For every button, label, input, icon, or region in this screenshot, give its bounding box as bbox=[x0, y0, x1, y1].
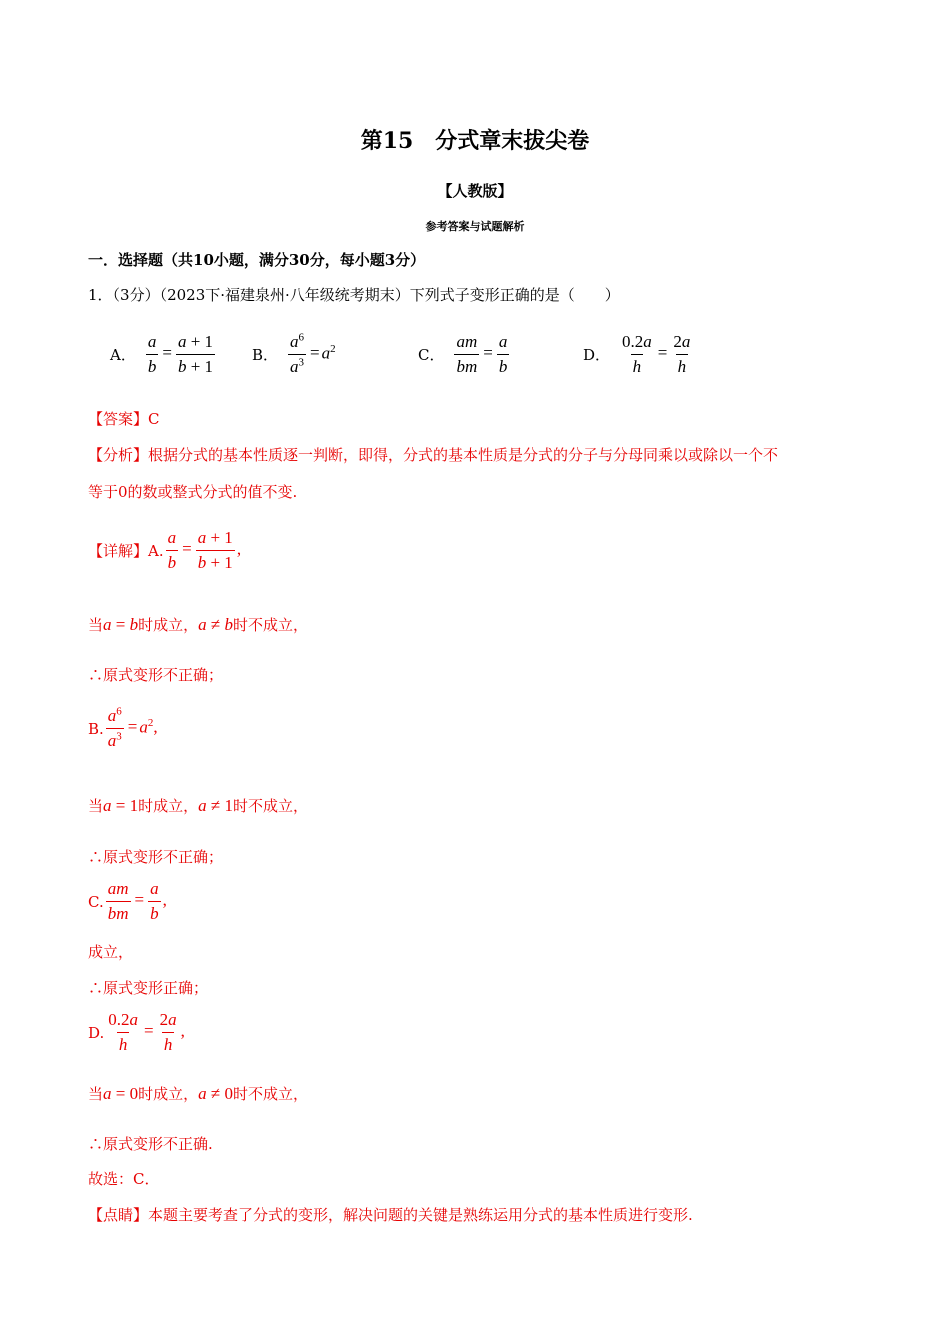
detail-b-cond-mid: 时成立， bbox=[138, 797, 199, 815]
comment-line bbox=[88, 1204, 693, 1225]
final-choice: 故选：C． bbox=[88, 1170, 160, 1188]
detail-a-label: A. bbox=[148, 541, 164, 560]
detail-d-condition bbox=[88, 1083, 308, 1104]
detail-d-cond-suffix: 时不成立， bbox=[232, 1085, 308, 1103]
detail-d-conclusion: ∴原式变形不正确. bbox=[88, 1135, 213, 1153]
detail-b-cond-eq: a = 1 bbox=[103, 795, 139, 815]
detail-b-line bbox=[88, 706, 158, 751]
question-stem: 1．（3分）（2023下·福建泉州·八年级统考期末）下列式子变形正确的是（ ） bbox=[88, 286, 620, 304]
detail-a-cond-mid: 时成立， bbox=[138, 616, 199, 634]
detail-a-line bbox=[88, 528, 241, 573]
detail-c-formula: $\frac{am}{bm}$ = $\frac{a}{b}$ , bbox=[107, 879, 167, 923]
option-d-label: D． bbox=[583, 346, 611, 364]
option-b-label: B． bbox=[252, 346, 279, 364]
section-heading: 一．选择题（共10小题，满分30分，每小题3分） bbox=[88, 251, 426, 269]
option-a bbox=[110, 332, 217, 377]
option-a-label: A． bbox=[110, 346, 136, 364]
detail-b-conclusion: ∴原式变形不正确； bbox=[88, 848, 224, 866]
detail-b-cond-suffix: 时不成立， bbox=[232, 797, 308, 815]
detail-a-conclusion: ∴原式变形不正确； bbox=[88, 666, 224, 684]
answer-value: C bbox=[148, 410, 160, 428]
detail-d-label: D. bbox=[88, 1023, 105, 1042]
detail-c-holds: 成立， bbox=[88, 943, 134, 961]
detail-d-formula: $\frac{0.2a}{h}$ = $\frac{2a}{h}$ , bbox=[108, 1010, 185, 1054]
detail-b-cond-neq: a ≠ 1 bbox=[198, 795, 233, 815]
answer-line bbox=[88, 408, 160, 429]
detail-a-cond-prefix: 当 bbox=[88, 616, 104, 634]
option-c bbox=[418, 332, 511, 377]
detail-b-cond-prefix: 当 bbox=[88, 797, 104, 815]
analysis-tag: 【分析】 bbox=[88, 446, 149, 464]
analysis-line-2: 等于0的数或整式分式的值不变. bbox=[88, 483, 298, 501]
comment-tag: 【点睛】 bbox=[88, 1206, 149, 1224]
detail-a-condition bbox=[88, 614, 308, 635]
subtitle: 参考答案与试题解析 bbox=[425, 220, 525, 233]
detail-d-cond-neq: a ≠ 0 bbox=[198, 1083, 233, 1103]
option-d bbox=[583, 332, 694, 377]
option-c-label: C． bbox=[418, 346, 445, 364]
detail-c-line bbox=[88, 879, 167, 924]
analysis-line-1 bbox=[88, 444, 778, 465]
option-c-formula: $\frac{am}{bm}$ = $\frac{a}{b}$ bbox=[456, 332, 508, 376]
detail-tag: 【详解】 bbox=[88, 542, 149, 560]
detail-a-cond-suffix: 时不成立， bbox=[232, 616, 308, 634]
edition-label: 【人教版】 bbox=[437, 182, 513, 200]
option-d-formula: $\frac{0.2a}{h}$ = $\frac{2a}{h}$ bbox=[622, 332, 691, 376]
answer-tag: 【答案】 bbox=[88, 410, 149, 428]
detail-d-cond-mid: 时成立， bbox=[138, 1085, 199, 1103]
detail-c-label: C. bbox=[88, 892, 104, 911]
option-a-formula: $\frac{a}{b}$ = $\frac{a + 1}{b + 1}$ bbox=[147, 332, 214, 376]
detail-b-formula: $\frac{a^6}{a^3}$ = $a^2$, bbox=[107, 705, 158, 750]
detail-a-cond-eq: a = b bbox=[103, 614, 139, 634]
detail-d-cond-eq: a = 0 bbox=[103, 1083, 139, 1103]
detail-d-line bbox=[88, 1010, 185, 1055]
detail-b-label: B. bbox=[88, 719, 104, 738]
comment-text: 本题主要考查了分式的变形，解决问题的关键是熟练运用分式的基本性质进行变形. bbox=[148, 1206, 693, 1224]
detail-a-cond-neq: a ≠ b bbox=[198, 614, 233, 634]
detail-d-cond-prefix: 当 bbox=[88, 1085, 104, 1103]
page-title: 第15 分式章末拔尖卷 bbox=[360, 128, 590, 154]
option-b bbox=[252, 332, 336, 377]
analysis-text-1: 根据分式的基本性质逐一判断，即得，分式的基本性质是分式的分子与分母同乘以或除以一个不 bbox=[148, 446, 779, 464]
detail-a-formula: $\frac{a}{b}$ = $\frac{a + 1}{b + 1}$ , bbox=[167, 528, 242, 572]
detail-b-condition bbox=[88, 795, 308, 816]
option-b-formula: $\frac{a^6}{a^3}$ = $a^2$ bbox=[290, 331, 336, 376]
detail-c-conclusion: ∴原式变形正确； bbox=[88, 979, 209, 997]
